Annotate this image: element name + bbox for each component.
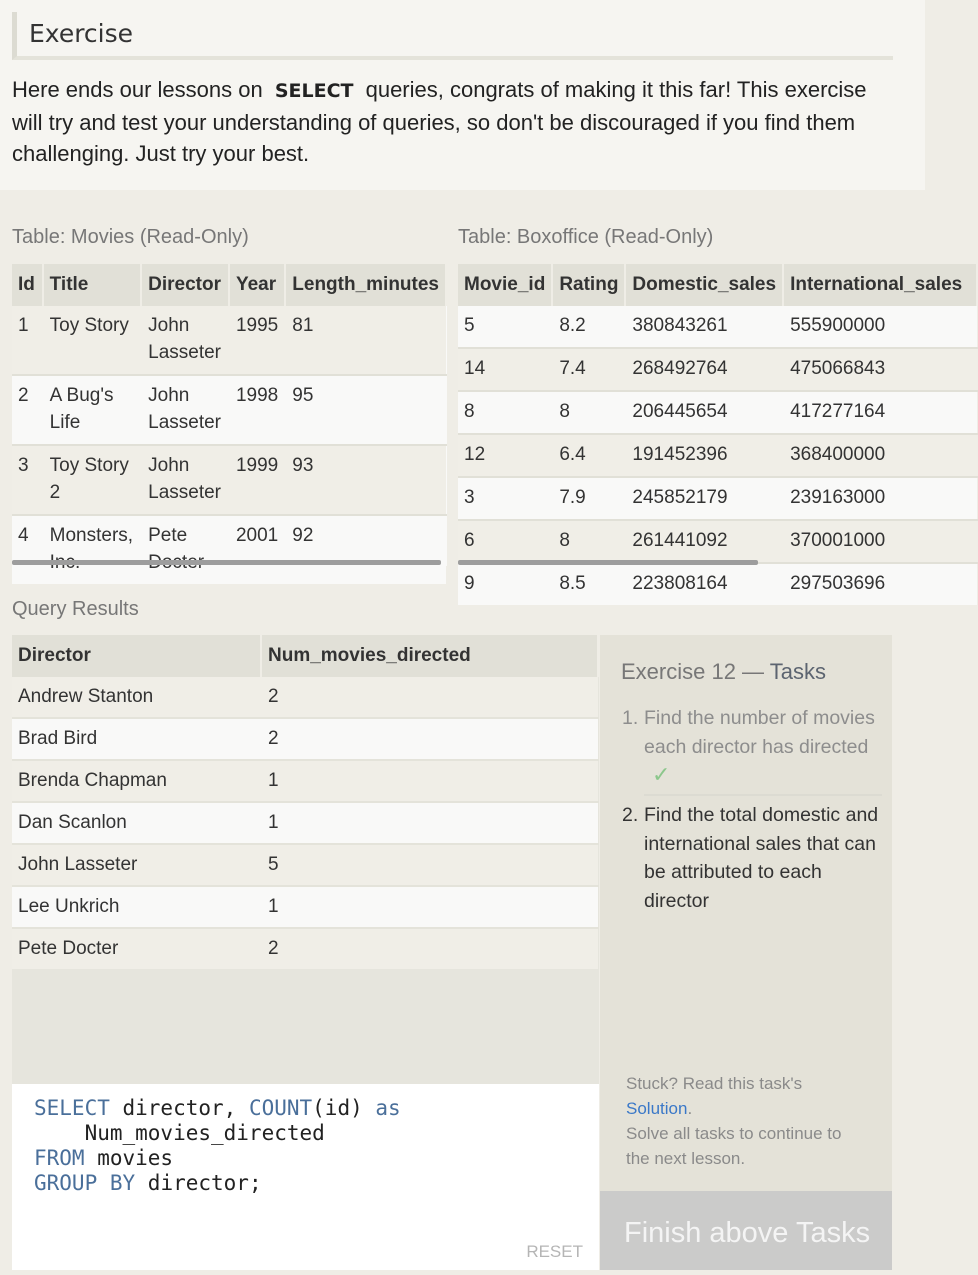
table-cell: 261441092: [625, 520, 783, 563]
table-cell: Brad Bird: [12, 718, 261, 760]
table-cell: 1998: [229, 375, 285, 445]
stuck-help: [626, 1071, 866, 1171]
table-row: [12, 515, 446, 584]
table-cell: 2: [12, 375, 43, 445]
task-divider: [644, 794, 882, 796]
table-cell: 9: [458, 563, 552, 605]
table-cell: John Lasseter: [141, 445, 229, 515]
solution-period: .: [687, 1099, 693, 1118]
table-cell: Lee Unkrich: [12, 886, 261, 928]
table-cell: 268492764: [625, 348, 783, 391]
table-cell: 81: [285, 306, 446, 375]
table-cell: 2001: [229, 515, 285, 584]
sql-text: Num_movies_directed: [34, 1121, 325, 1145]
solution-link[interactable]: Solution: [626, 1099, 688, 1118]
task-number: 1.: [622, 707, 639, 729]
query-results-caption: Query Results: [12, 598, 139, 620]
table-cell: 3: [458, 477, 552, 520]
intro-text-after: queries, congrats of making it this far! This exercise will try and test your understanding of queries, so don't be discouraged if you find them challenging. Just try your best.: [12, 77, 867, 166]
table-cell: 14: [458, 348, 552, 391]
table-cell: Pete Docter: [12, 928, 261, 969]
table-row: [12, 375, 446, 445]
table-row: [12, 677, 598, 718]
table-row: [458, 563, 977, 605]
table-cell: 2: [261, 677, 598, 718]
sql-keyword: as: [375, 1096, 401, 1120]
movies-col-year: Year: [229, 264, 285, 306]
table-cell: 95: [285, 375, 446, 445]
tasks-title-suffix: Tasks: [769, 659, 827, 684]
table-cell: 245852179: [625, 477, 783, 520]
table-cell: 206445654: [625, 391, 783, 434]
table-cell: 239163000: [783, 477, 977, 520]
table-cell: 8: [552, 520, 625, 563]
table-cell: 2: [261, 928, 598, 969]
table-cell: 7.9: [552, 477, 625, 520]
task-text: [644, 704, 884, 791]
table-cell: 8.5: [552, 563, 625, 605]
boxoffice-table-container[interactable]: [458, 264, 963, 594]
sql-editor[interactable]: [12, 1084, 599, 1270]
table-cell: Monsters,: [43, 515, 141, 584]
table-cell: 1: [261, 886, 598, 928]
table-cell: John Lasseter: [141, 306, 229, 375]
table-row: [12, 844, 598, 886]
table-row: [12, 802, 598, 844]
reset-button[interactable]: RESET: [526, 1242, 583, 1261]
table-cell: 555900000: [783, 306, 977, 348]
table-cell: John Lasseter: [12, 844, 261, 886]
task-number: 2.: [622, 804, 639, 826]
table-cell: Dan Scanlon: [12, 802, 261, 844]
boxoffice-horizontal-scrollbar[interactable]: [458, 560, 758, 565]
sql-text: movies: [84, 1146, 174, 1170]
sql-keyword: SELECT: [34, 1096, 110, 1120]
table-row: [12, 718, 598, 760]
table-cell: 380843261: [625, 306, 783, 348]
stuck-text: Stuck? Read this task's: [626, 1074, 803, 1093]
table-row: [458, 477, 977, 520]
table-cell: 1: [261, 760, 598, 802]
table-cell: 1: [261, 802, 598, 844]
tasks-panel: [600, 635, 892, 1191]
table-row: [458, 391, 977, 434]
table-cell: 3: [12, 445, 43, 515]
table-cell: 93: [285, 445, 446, 515]
table-cell: A Bug's Life: [43, 375, 141, 445]
table-row: [12, 306, 446, 375]
table-cell: 191452396: [625, 434, 783, 477]
table-cell: 368400000: [783, 434, 977, 477]
table-cell: 370001000: [783, 520, 977, 563]
table-row: [12, 445, 446, 515]
table-row: [458, 348, 977, 391]
table-cell: Andrew Stanton: [12, 677, 261, 718]
boxoffice-table-caption: Table: Boxoffice (Read-Only): [458, 226, 714, 248]
table-cell: 6: [458, 520, 552, 563]
exercise-intro: [12, 74, 902, 169]
table-cell: 8: [552, 391, 625, 434]
table-cell: Toy Story: [43, 306, 141, 375]
sql-text: (id): [312, 1096, 376, 1120]
boxoffice-col-rating: Rating: [552, 264, 625, 306]
sql-keyword: COUNT: [248, 1096, 313, 1120]
table-cell: 297503696: [783, 563, 977, 605]
movies-col-id: Id: [12, 264, 43, 306]
exercise-header-section: [0, 0, 925, 190]
movies-table-caption: Table: Movies (Read-Only): [12, 226, 249, 248]
movies-table: [12, 264, 447, 584]
query-results-table: [12, 635, 599, 969]
table-cell: 5: [458, 306, 552, 348]
finish-tasks-button[interactable]: Finish above Tasks: [600, 1191, 892, 1270]
table-cell: 1995: [229, 306, 285, 375]
table-cell: 5: [261, 844, 598, 886]
table-row: [458, 520, 977, 563]
task-text: Find the total domestic and international sales that can be attributed to each director: [644, 804, 879, 912]
query-results-area: [12, 635, 599, 1085]
table-row: [12, 760, 598, 802]
boxoffice-col-domestic: Domestic_sales: [625, 264, 783, 306]
movies-table-container[interactable]: [12, 264, 447, 566]
table-cell: 92: [285, 515, 446, 584]
movies-col-director: Director: [141, 264, 229, 306]
table-cell: John Lasseter: [141, 375, 229, 445]
boxoffice-table: [458, 264, 978, 605]
table-cell: 8.2: [552, 306, 625, 348]
table-cell: 1999: [229, 445, 285, 515]
movies-horizontal-scrollbar[interactable]: [12, 560, 441, 565]
table-cell: 7.4: [552, 348, 625, 391]
sql-text: director;: [135, 1171, 262, 1195]
table-cell: 6.4: [552, 434, 625, 477]
table-row: [12, 886, 598, 928]
movies-col-length: Length_minutes: [285, 264, 446, 306]
table-row: [458, 434, 977, 477]
table-cell: 417277164: [783, 391, 977, 434]
sql-text: director,: [109, 1096, 249, 1120]
table-row: [458, 306, 977, 348]
table-cell: Toy Story 2: [43, 445, 141, 515]
table-cell: 2: [261, 718, 598, 760]
table-cell: 8: [458, 391, 552, 434]
table-cell: 1: [12, 306, 43, 375]
table-cell: 4: [12, 515, 43, 584]
boxoffice-col-international: International_sales: [783, 264, 977, 306]
table-row: [12, 928, 598, 969]
results-col-num-movies: Num_movies_directed: [261, 635, 598, 677]
table-cell: Pete: [141, 515, 229, 584]
solve-all-text: Solve all tasks to continue to the next lesson.: [626, 1124, 842, 1168]
sql-keyword: GROUP BY: [34, 1171, 136, 1195]
tasks-title-prefix: Exercise 12 —: [621, 659, 770, 684]
intro-keyword: SELECT: [274, 80, 354, 102]
task-text-content: Find the number of movies each director has directed: [644, 707, 875, 758]
table-cell: Brenda Chapman: [12, 760, 261, 802]
sql-keyword: FROM: [34, 1146, 85, 1170]
boxoffice-col-movie-id: Movie_id: [458, 264, 552, 306]
table-cell: 475066843: [783, 348, 977, 391]
checkmark-icon: ✓: [652, 762, 671, 787]
exercise-title: Exercise: [12, 12, 893, 60]
table-cell: 12: [458, 434, 552, 477]
results-col-director: Director: [12, 635, 261, 677]
movies-col-title: Title: [43, 264, 141, 306]
tasks-title: [621, 659, 826, 685]
table-cell: 223808164: [625, 563, 783, 605]
intro-text-before: Here ends our lessons on: [12, 77, 269, 102]
